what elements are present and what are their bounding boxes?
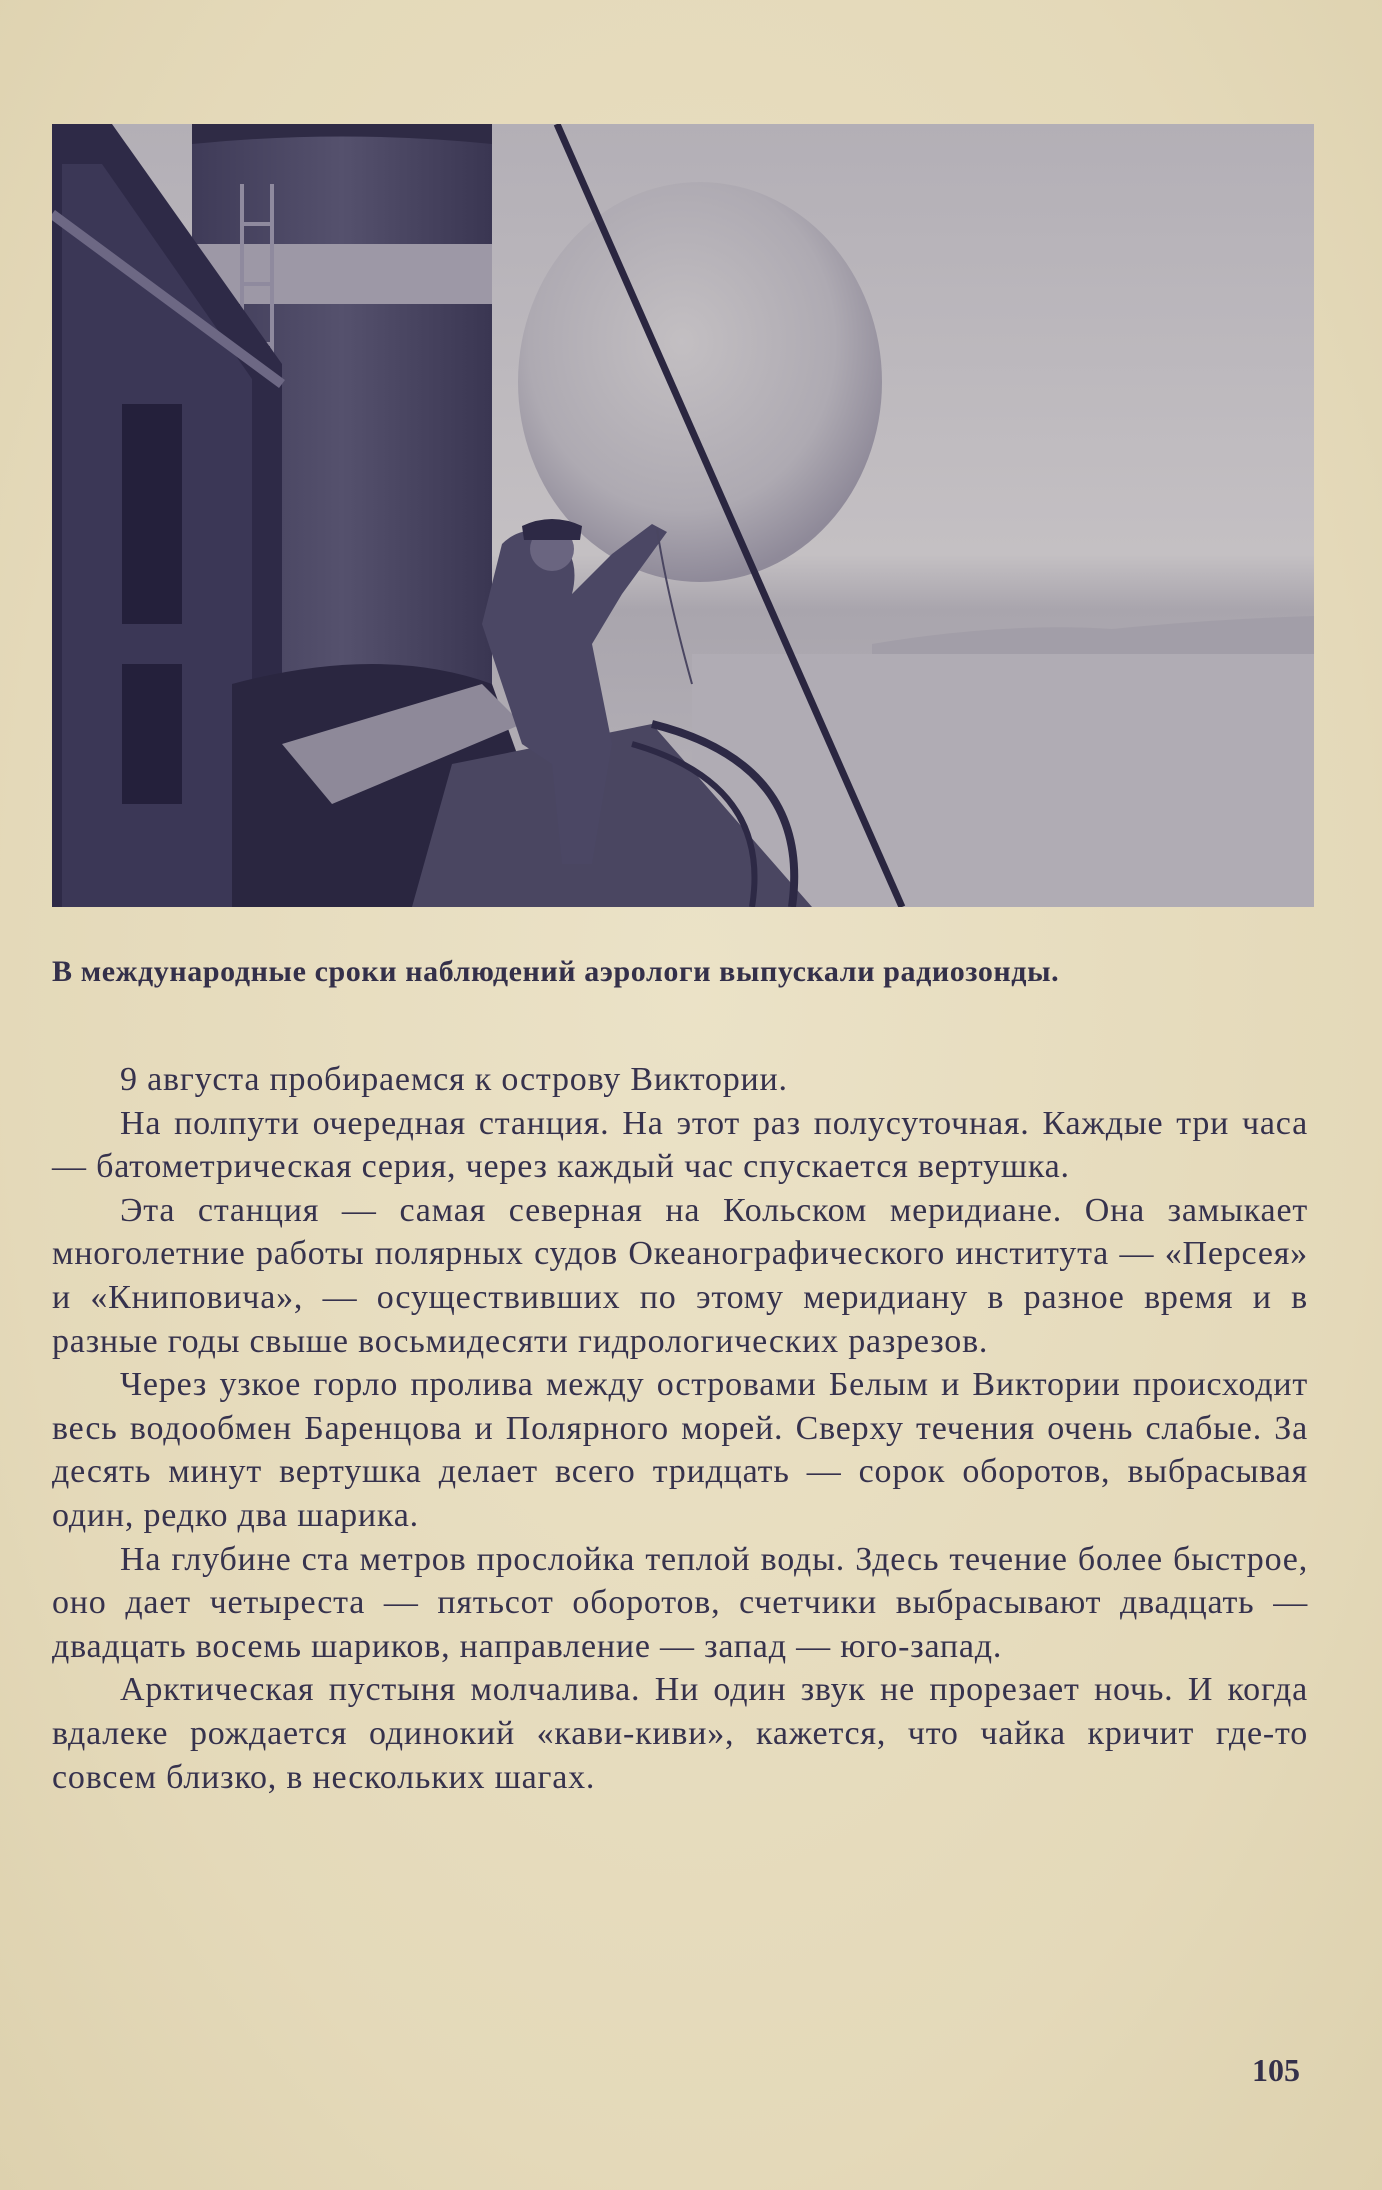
photo-aerologist-launching-radiosonde [52,124,1314,907]
figure-caption: В международные сроки наблюдений аэрологи выпускали радиозонды. [52,955,1060,988]
paragraph: На полпути очередная станция. На этот раз полусуточная. Каждые три часа — батометрическая серия, через каждый час спускается вертушка. [52,1104,1308,1186]
paragraph: На глубине ста метров прослойка теплой воды. Здесь течение более быстрое, оно дает четыреста — пятьсот оборотов, счетчики выбрасывают двадцать — двадцать восемь шариков, направление — запад — юго-запад. [52,1540,1308,1665]
paragraph: Арктическая пустыня молчалива. Ни один звук не прорезает ночь. И когда вдалеке рождается одинокий «кави-киви», кажется, что чайка кричит где-то совсем близко, в нескольких шагах. [52,1671,1308,1796]
paragraph: Через узкое горло пролива между островами Белым и Виктории происходит весь водообмен Баренцова и Полярного морей. Сверху течения очень слабые. За десять минут вертушка делает всего тридцать — сорок оборотов, выбрасывая один, редко два шарика. [52,1366,1308,1534]
paragraph: 9 августа пробираемся к острову Виктории. [120,1061,788,1098]
paragraph: Эта станция — самая северная на Кольском меридиане. Она замыкает многолетние работы полярных судов Океанографического института — «Персея» и «Книповича», — осуществивших по этому меридиану в разное время и в разные годы свыше восьмидесяти гидрологических разрезов. [52,1191,1308,1360]
main-text [52,1058,1308,1799]
page-number: 105 [1252,2052,1300,2088]
